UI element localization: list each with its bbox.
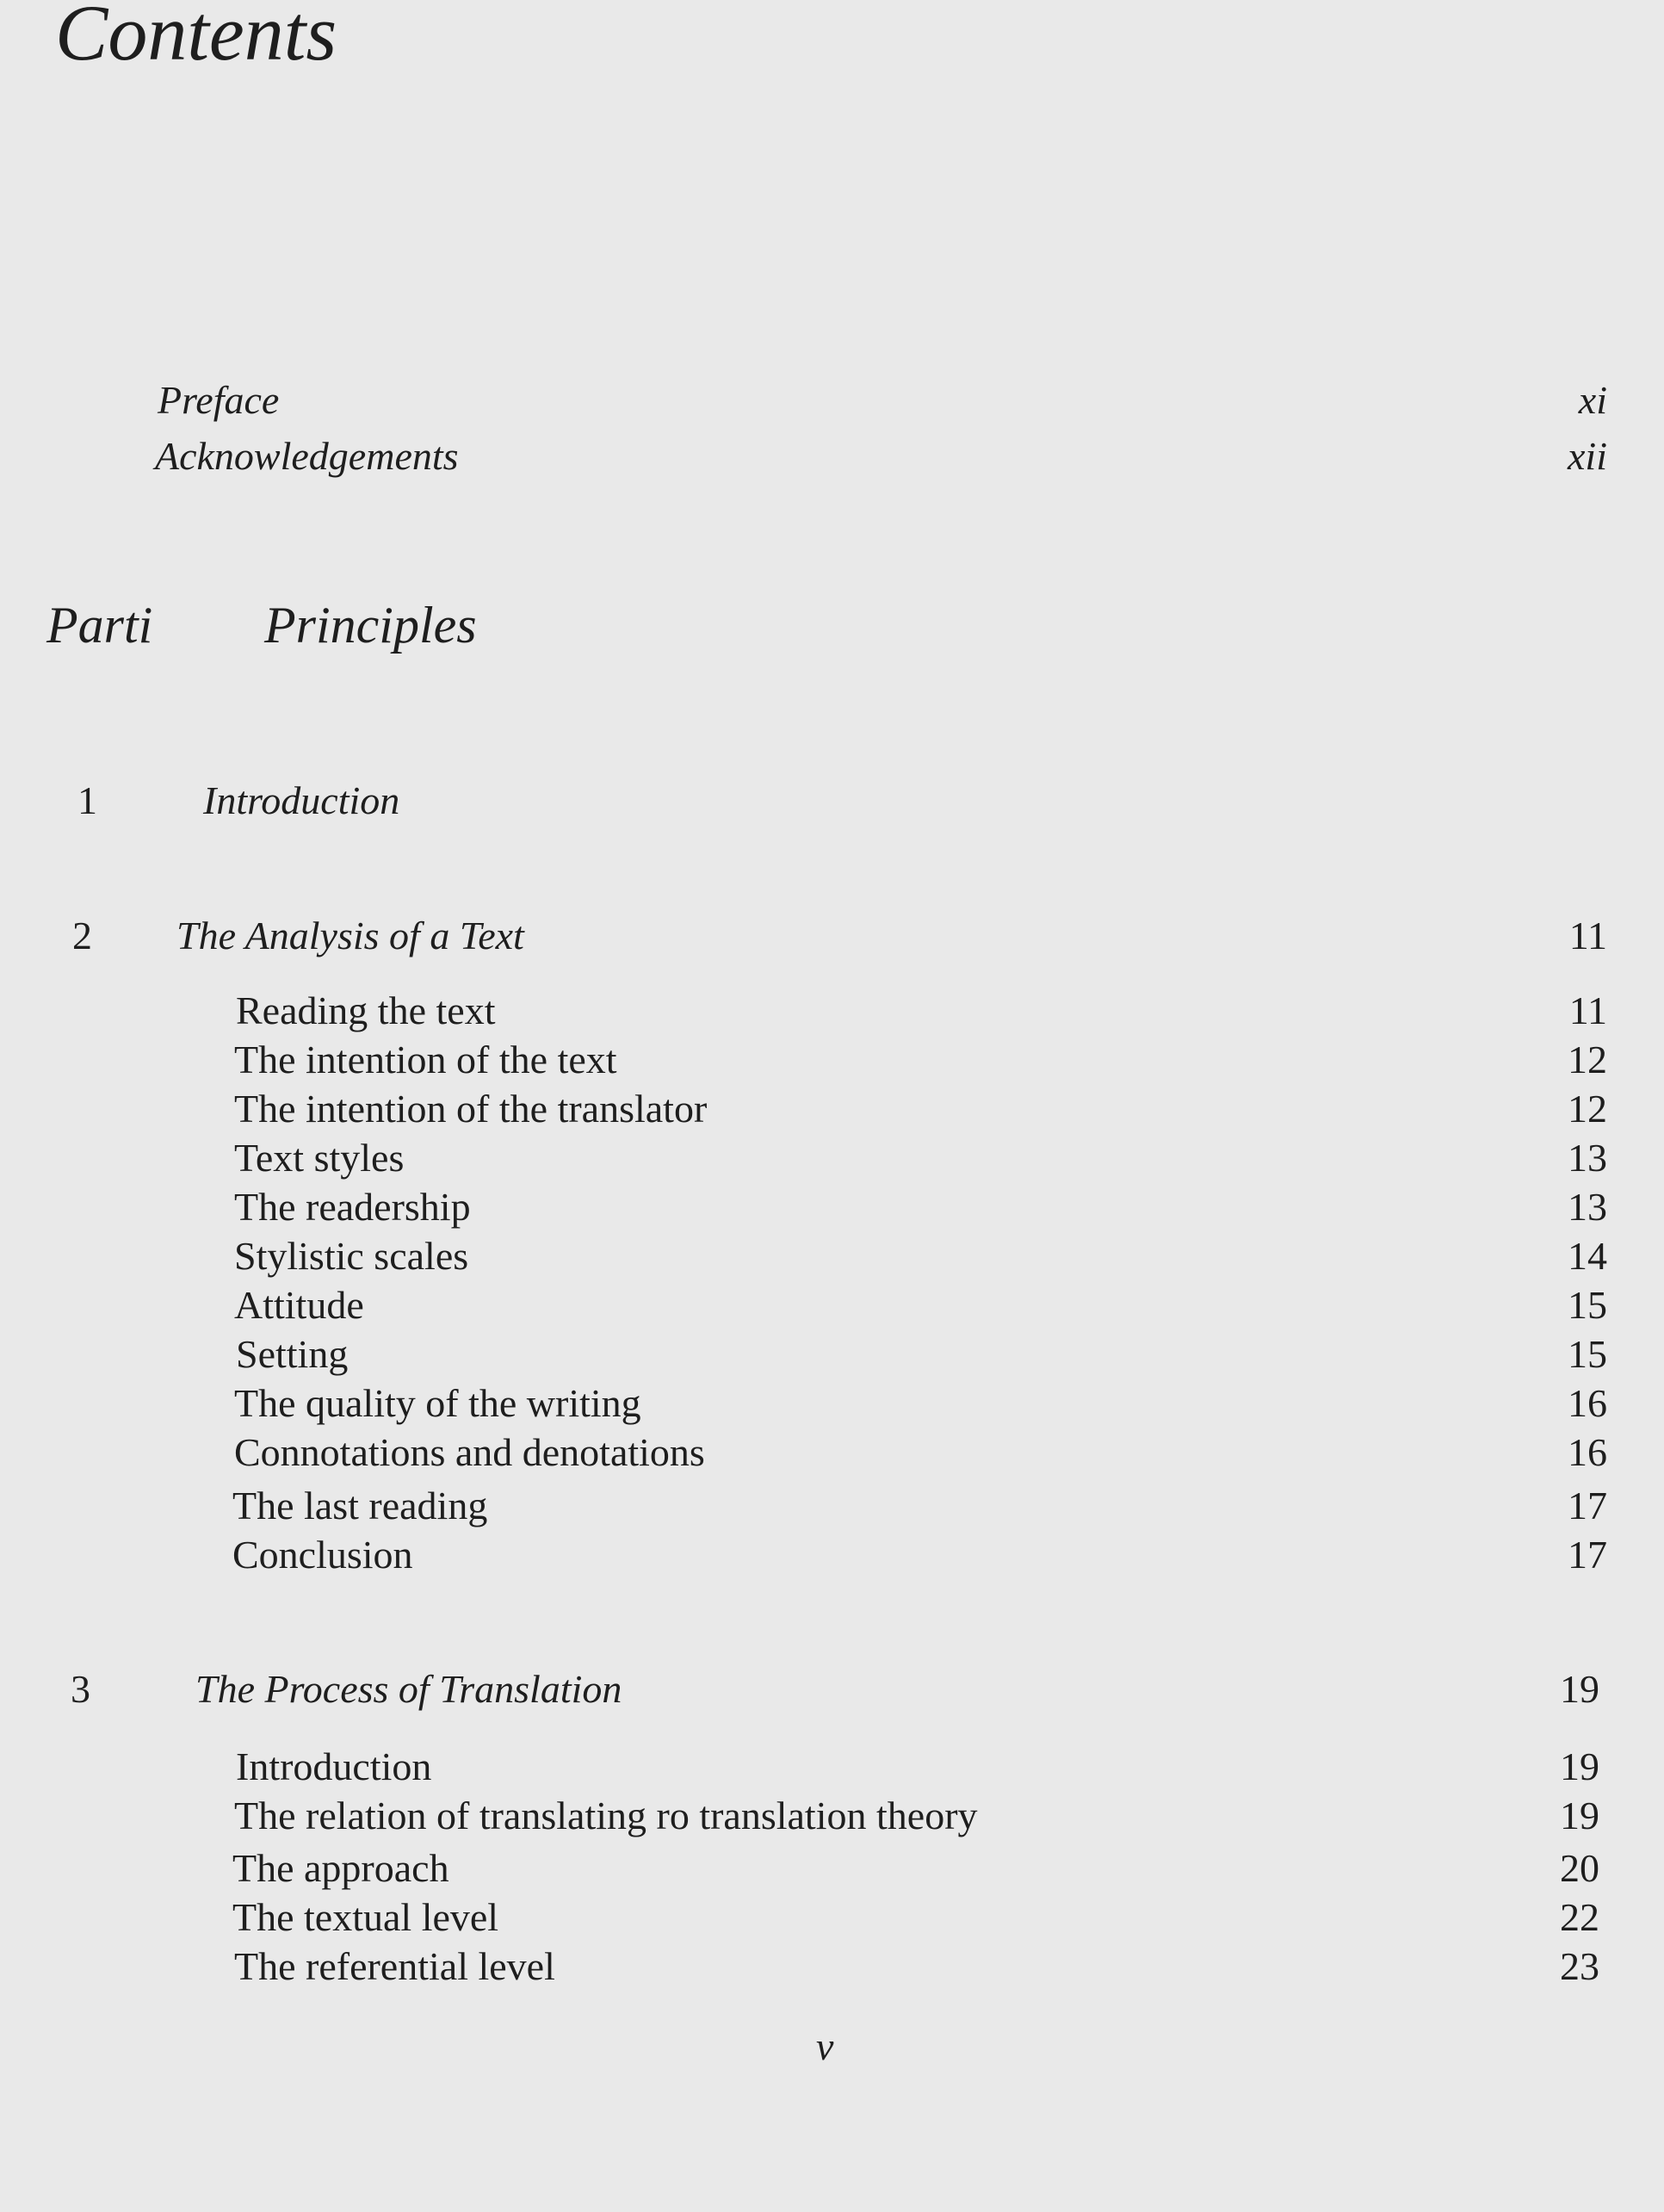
section-entry[interactable]: Stylistic scales <box>234 1234 469 1278</box>
part-number: Parti <box>46 597 153 654</box>
section-entry[interactable]: The approach <box>232 1846 449 1890</box>
section-entry[interactable]: The readership <box>234 1185 471 1229</box>
section-page: 12 <box>1568 1087 1607 1131</box>
section-entry[interactable]: The intention of the translator <box>234 1087 708 1131</box>
chapter-title-introduction[interactable]: Introduction <box>203 778 400 822</box>
chapter-title-analysis[interactable]: The Analysis of a Text <box>176 914 524 957</box>
chapter-number: 3 <box>71 1667 90 1711</box>
section-entry[interactable]: Introduction <box>236 1744 432 1788</box>
section-entry[interactable]: Text styles <box>234 1136 405 1180</box>
section-entry[interactable]: The intention of the text <box>234 1038 617 1081</box>
section-entry[interactable]: Reading the text <box>236 988 496 1032</box>
page-folio: v <box>816 2024 834 2068</box>
section-page: 16 <box>1568 1430 1607 1474</box>
section-page: 13 <box>1568 1136 1607 1180</box>
section-page: 12 <box>1568 1038 1607 1081</box>
section-entry[interactable]: The quality of the writing <box>234 1381 641 1425</box>
toc-entry-acknowledgements[interactable]: Acknowledgements <box>155 434 459 478</box>
section-entry[interactable]: The referential level <box>234 1944 555 1988</box>
section-page: 11 <box>1568 988 1607 1032</box>
section-page: 19 <box>1560 1794 1599 1837</box>
page-title: Contents <box>55 0 337 77</box>
section-page: 14 <box>1568 1234 1607 1278</box>
chapter-number: 1 <box>77 778 97 822</box>
toc-page-acknowledgements: xii <box>1568 434 1607 478</box>
section-page: 17 <box>1568 1484 1607 1527</box>
chapter-title-process[interactable]: The Process of Translation <box>195 1667 622 1711</box>
chapter-number: 2 <box>72 914 92 957</box>
toc-page-preface: xi <box>1578 378 1607 422</box>
section-entry[interactable]: Conclusion <box>232 1533 413 1577</box>
chapter-page: 11 <box>1568 914 1607 957</box>
section-entry[interactable]: Attitude <box>234 1283 364 1327</box>
toc-entry-preface[interactable]: Preface <box>158 378 280 422</box>
section-page: 23 <box>1560 1944 1599 1988</box>
section-entry[interactable]: The last reading <box>232 1484 488 1527</box>
section-page: 20 <box>1560 1846 1599 1890</box>
section-page: 15 <box>1568 1332 1607 1376</box>
section-page: 13 <box>1568 1185 1607 1229</box>
part-title: Principles <box>264 597 477 654</box>
section-entry[interactable]: Setting <box>236 1332 349 1376</box>
chapter-page: 19 <box>1560 1667 1599 1711</box>
section-page: 15 <box>1568 1283 1607 1327</box>
section-entry[interactable]: Connotations and denotations <box>234 1430 705 1474</box>
section-page: 17 <box>1568 1533 1607 1577</box>
section-page: 16 <box>1568 1381 1607 1425</box>
section-entry[interactable]: The textual level <box>232 1895 499 1939</box>
section-page: 22 <box>1560 1895 1599 1939</box>
section-entry[interactable]: The relation of translating ro translation theory <box>234 1794 978 1837</box>
section-page: 19 <box>1560 1744 1599 1788</box>
